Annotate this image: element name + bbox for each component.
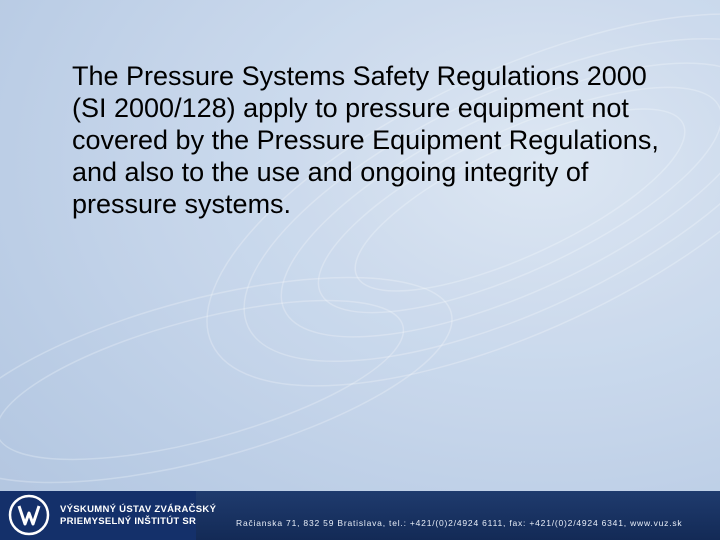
vuz-logo-icon [8, 494, 50, 536]
institute-name-line2: PRIEMYSELNÝ INŠTITÚT SR [60, 516, 197, 527]
institute-address: Račianska 71, 832 59 Bratislava, tel.: +421/(0)2/4924 6111, fax: +421/(0)2/4924 6341, www.vuz.sk [236, 518, 683, 528]
slide-body-text: The Pressure Systems Safety Regulations 2000 (SI 2000/128) apply to pressure equipment not covered by the Pressure Equipment Regulations, and also to the use and ongoing integrity of pressure systems. [72, 61, 659, 219]
institute-name-line1: VÝSKUMNÝ ÚSTAV ZVÁRAČSKÝ [60, 504, 217, 515]
